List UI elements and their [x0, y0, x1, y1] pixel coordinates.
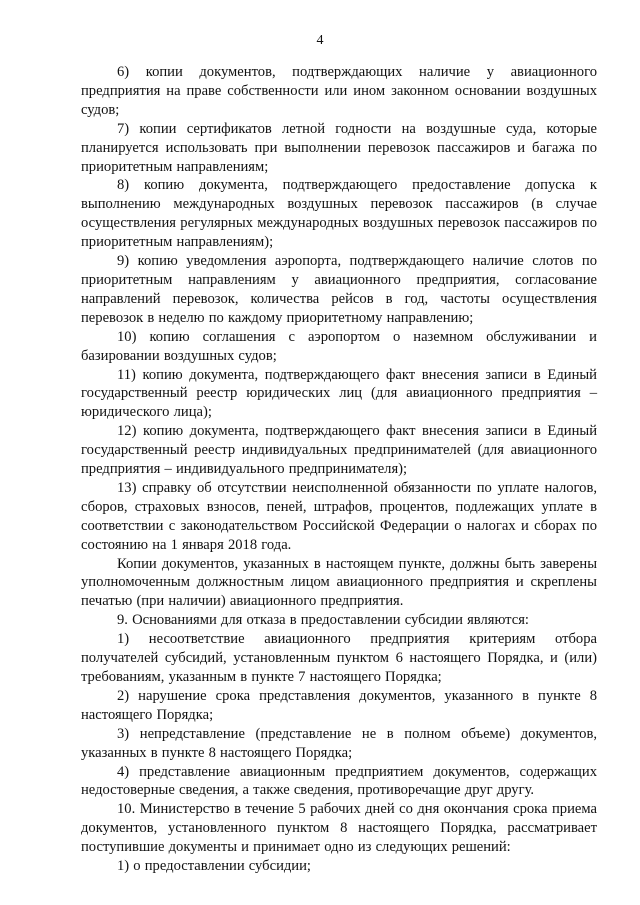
paragraph-decision-1: 1) о предоставлении субсидии;	[117, 858, 311, 875]
paragraph-item-12-entrepreneur-register: 12) копию документа, подтверждающего факт внесения записи в Единый государственный реестр индивидуальных предпринимателей (для авиационного предприятия – индивидуального предпринимателя);	[81, 423, 597, 478]
paragraph-section-9-refusal-grounds: 9. Основаниями для отказа в предоставлении субсидии являются:	[117, 612, 529, 629]
paragraph-refusal-2: 2) нарушение срока представления документов, указанного в пункте 8 настоящего Порядка;	[81, 687, 597, 723]
paragraph-item-10-ground-handling: 10) копию соглашения с аэропортом о наземном обслуживании и базировании воздушных судов;	[81, 328, 597, 364]
page-number: 4	[316, 33, 324, 48]
paragraph-refusal-1: 1) несоответствие авиационного предприятия критериям отбора получателей субсидий, установленным пунктом 6 настоящего Порядка, и (или) требованиям, указанным в пункте 7 настоящего Порядка;	[81, 631, 597, 685]
paragraph-copies-certification: Копии документов, указанных в настоящем пункте, должны быть заверены уполномоченным должностным лицом авиационного предприятия и скреплены печатью (при наличии) авиационного предприятия.	[81, 555, 597, 610]
paragraph-refusal-3: 3) непредставление (представление не в полном объеме) документов, указанных в пункте 8 настоящего Порядка;	[81, 725, 597, 761]
document-body	[81, 63, 597, 876]
paragraph-item-7-airworthiness-certificates: 7) копии сертификатов летной годности на воздушные суда, которые планируется использовать при выполнении перевозок пассажиров и багажа по приоритетным направлениям;	[81, 120, 597, 175]
paragraph-item-8-international-admission: 8) копию документа, подтверждающего предоставление допуска к выполнению международных воздушных перевозок пассажиров (в случае осуществления регулярных международных воздушных перевозок пассажиров по приоритетным направлениям);	[81, 177, 597, 251]
paragraph-item-13-tax-certificate: 13) справку об отсутствии неисполненной обязанности по уплате налогов, сборов, страховых взносов, пеней, штрафов, процентов, подлежащих уплате в соответствии с законодательством Российской Федерации о налогах и сборах по состоянию на 1 января 2018 года.	[81, 479, 597, 553]
paragraph-item-6-aircraft-ownership: 6) копии документов, подтверждающих наличие у авиационного предприятия на праве собственности или ином законном основании воздушных судов;	[81, 64, 597, 118]
paragraph-item-9-airport-slots: 9) копию уведомления аэропорта, подтверждающего наличие слотов по приоритетным направлениям у авиационного предприятия, согласование направлений перевозок, количества рейсов в год, частоты осуществления перевозок в неделю по каждому приоритетному направлению;	[81, 253, 597, 326]
paragraph-refusal-4: 4) представление авиационным предприятием документов, содержащих недостоверные сведения, а также сведения, противоречащие друг другу.	[81, 763, 597, 799]
paragraph-section-10-ministry-review: 10. Министерство в течение 5 рабочих дней со дня окончания срока приема документов, установленного пунктом 8 настоящего Порядка, рассматривает поступившие документы и принимает одно из следующих решений:	[81, 801, 597, 856]
paragraph-item-11-legal-entity-register: 11) копию документа, подтверждающего факт внесения записи в Единый государственный реестр юридических лиц (для авиационного предприятия – юридического лица);	[81, 366, 597, 421]
